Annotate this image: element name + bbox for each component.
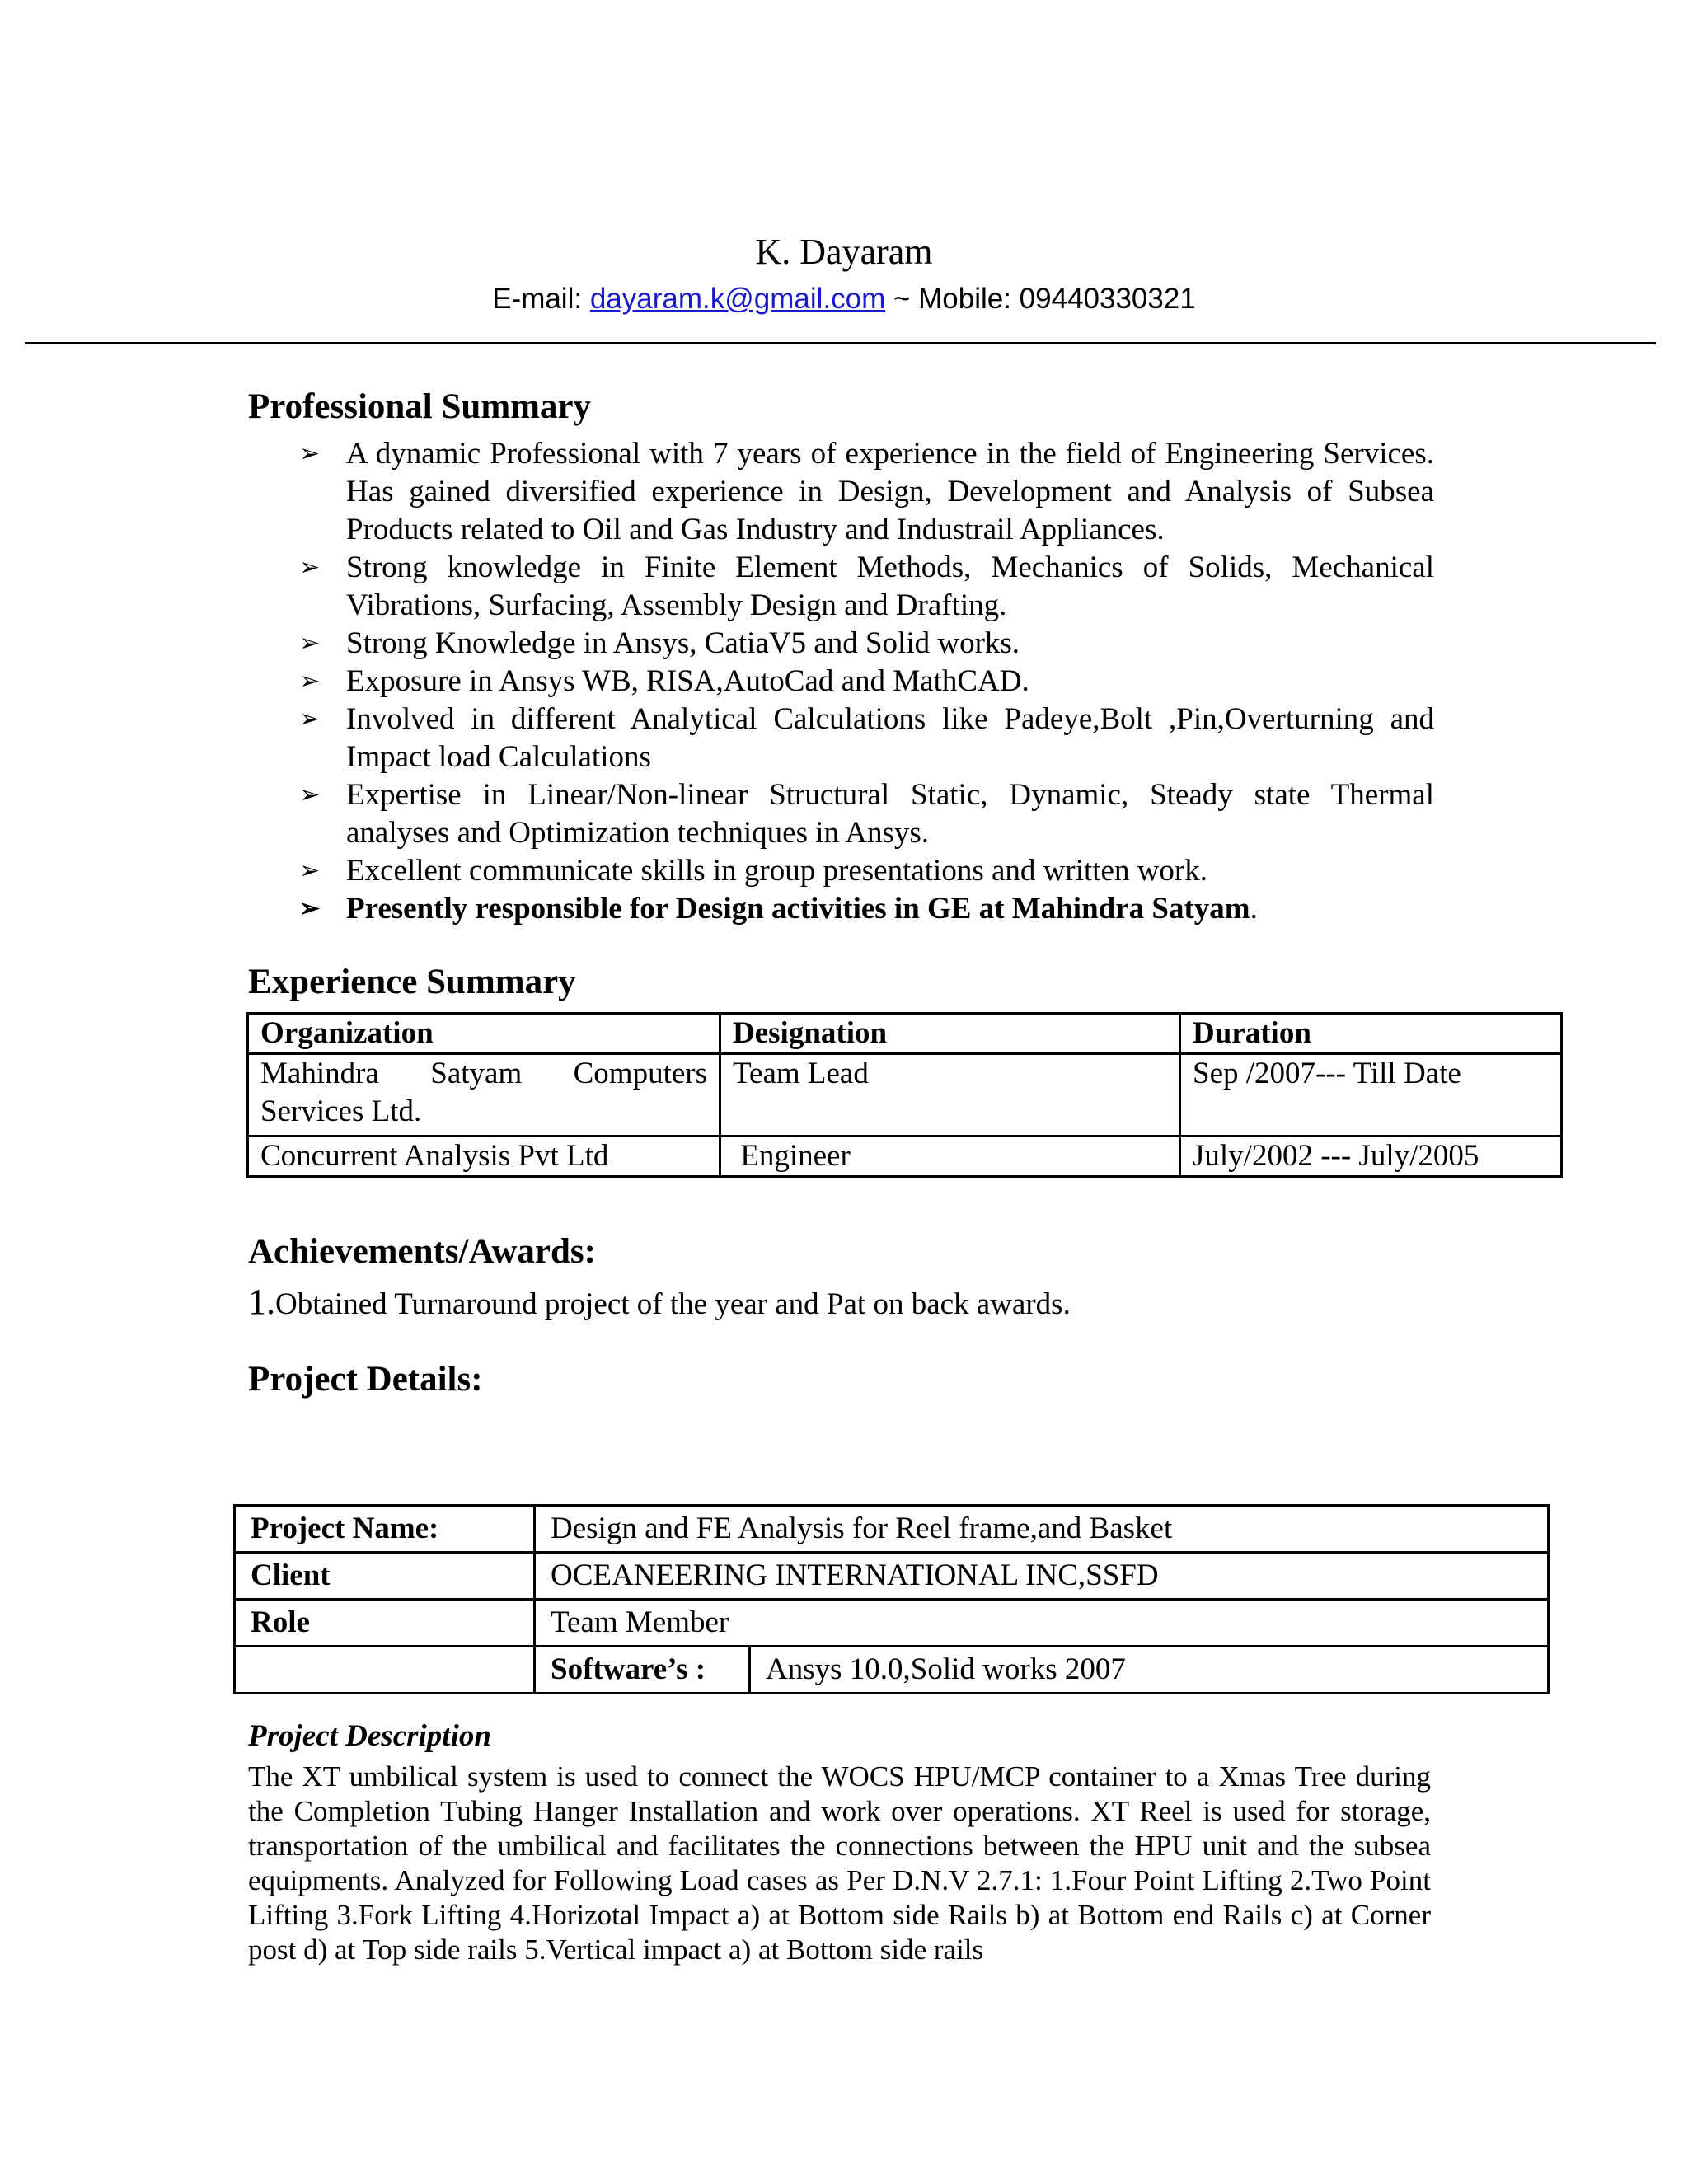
table-row (248, 1137, 1562, 1177)
organization-line: Mahindra Satyam Computers (260, 1057, 707, 1090)
achievement-number: 1. (248, 1282, 275, 1322)
designation-cell: Engineer (720, 1137, 1180, 1177)
contact-line (0, 283, 1688, 316)
software-label: Software’s : (535, 1647, 750, 1694)
summary-item-period: . (1250, 892, 1258, 926)
table-row (235, 1600, 1549, 1647)
summary-item (299, 549, 1434, 625)
experience-table (246, 1012, 1563, 1178)
organization-line: Services Ltd. (260, 1094, 422, 1128)
table-header-row (248, 1014, 1562, 1054)
table-row (248, 1054, 1562, 1137)
role-label: Role (235, 1600, 535, 1647)
achievement-text: Obtained Turnaround project of the year and Pat on back awards. (275, 1287, 1071, 1321)
arrow-bullet-icon: ➢ (299, 705, 321, 733)
column-header-organization: Organization (248, 1014, 720, 1054)
arrow-bullet-icon: ➢ (299, 781, 321, 808)
summary-item-text: Excellent communicate skills in group presentations and written work. (346, 854, 1207, 888)
duration-cell: Sep /2007--- Till Date (1180, 1054, 1562, 1137)
achievements-heading: Achievements/Awards: (248, 1232, 596, 1271)
arrow-bullet-icon: ➢ (299, 554, 321, 581)
column-header-duration: Duration (1180, 1014, 1562, 1054)
designation-cell: Team Lead (720, 1054, 1180, 1137)
header-divider (25, 342, 1656, 344)
client-label: Client (235, 1553, 535, 1600)
project-name-value: Design and FE Analysis for Reel frame,and Basket (535, 1506, 1549, 1553)
summary-item (299, 663, 1434, 701)
summary-item-current-role (299, 890, 1434, 928)
summary-item-text: A dynamic Professional with 7 years of experience in the field of Engineering Services. Has gained diversified experience in Design, Development and Analysis of Subsea Products related to Oil and Gas Industry and Industrail Appliances. (346, 437, 1434, 546)
summary-item-text: Expertise in Linear/Non-linear Structural Static, Dynamic, Steady state Thermal analyses and Optimization techniques in Ansys. (346, 778, 1434, 850)
experience-summary-heading: Experience Summary (248, 963, 576, 1001)
mobile-text: ~ Mobile: 09440330321 (885, 283, 1196, 315)
arrow-bullet-icon: ➢ (299, 630, 321, 657)
project-details-heading: Project Details: (248, 1360, 483, 1399)
summary-item-text: Presently responsible for Design activities in GE at Mahindra Satyam (346, 892, 1250, 926)
summary-item (299, 435, 1434, 549)
summary-item (299, 625, 1434, 663)
achievement-item (248, 1281, 1071, 1323)
professional-summary-heading: Professional Summary (248, 387, 592, 426)
organization-cell: Concurrent Analysis Pvt Ltd (248, 1137, 720, 1177)
table-row (235, 1553, 1549, 1600)
summary-item-text: Involved in different Analytical Calculations like Padeye,Bolt ,Pin,Overturning and Impact load Calculations (346, 702, 1434, 774)
column-header-designation: Designation (720, 1014, 1180, 1054)
summary-item-text: Strong knowledge in Finite Element Methods, Mechanics of Solids, Mechanical Vibrations, Surfacing, Assembly Design and Drafting. (346, 551, 1434, 622)
email-label: E-mail: (492, 283, 590, 315)
client-value: OCEANEERING INTERNATIONAL INC,SSFD (535, 1553, 1549, 1600)
summary-item (299, 701, 1434, 776)
project-description-heading: Project Description (248, 1719, 491, 1753)
summary-item-text: Exposure in Ansys WB, RISA,AutoCad and MathCAD. (346, 664, 1029, 698)
project-name-label: Project Name: (235, 1506, 535, 1553)
summary-item (299, 852, 1434, 890)
arrow-bullet-icon: ➢ (299, 668, 321, 695)
arrow-bullet-icon: ➢ (299, 440, 321, 467)
arrow-bullet-icon: ➢ (299, 857, 321, 884)
software-value: Ansys 10.0,Solid works 2007 (750, 1647, 1549, 1694)
email-link[interactable]: dayaram.k@gmail.com (589, 283, 886, 315)
candidate-name: K. Dayaram (755, 232, 933, 272)
summary-item-text: Strong Knowledge in Ansys, CatiaV5 and Solid works. (346, 626, 1020, 660)
empty-cell (235, 1647, 535, 1694)
professional-summary-list (299, 435, 1434, 928)
table-row (235, 1506, 1549, 1553)
project-description-text: The XT umbilical system is used to connect the WOCS HPU/MCP container to a Xmas Tree during the Completion Tubing Hanger Installation and work over operations. XT Reel is used for storage, transportation of the umbilical and facilitates the connections between the HPU unit and the subsea equipments. Analyzed for Following Load cases as Per D.N.V 2.7.1: 1.Four Point Lifting 2.Two Point Lifting 3.Fork Lifting 4.Horizotal Impact a) at Bottom side Rails b) at Bottom end Rails c) at Corner post d) at Top side rails 5.Vertical impact a) at Bottom side rails (248, 1760, 1431, 1966)
arrow-bullet-icon: ➢ (299, 895, 321, 922)
table-row (235, 1647, 1549, 1694)
project-table (233, 1504, 1550, 1694)
organization-cell (248, 1054, 720, 1137)
role-value: Team Member (535, 1600, 1549, 1647)
duration-cell: July/2002 --- July/2005 (1180, 1137, 1562, 1177)
summary-item (299, 776, 1434, 852)
